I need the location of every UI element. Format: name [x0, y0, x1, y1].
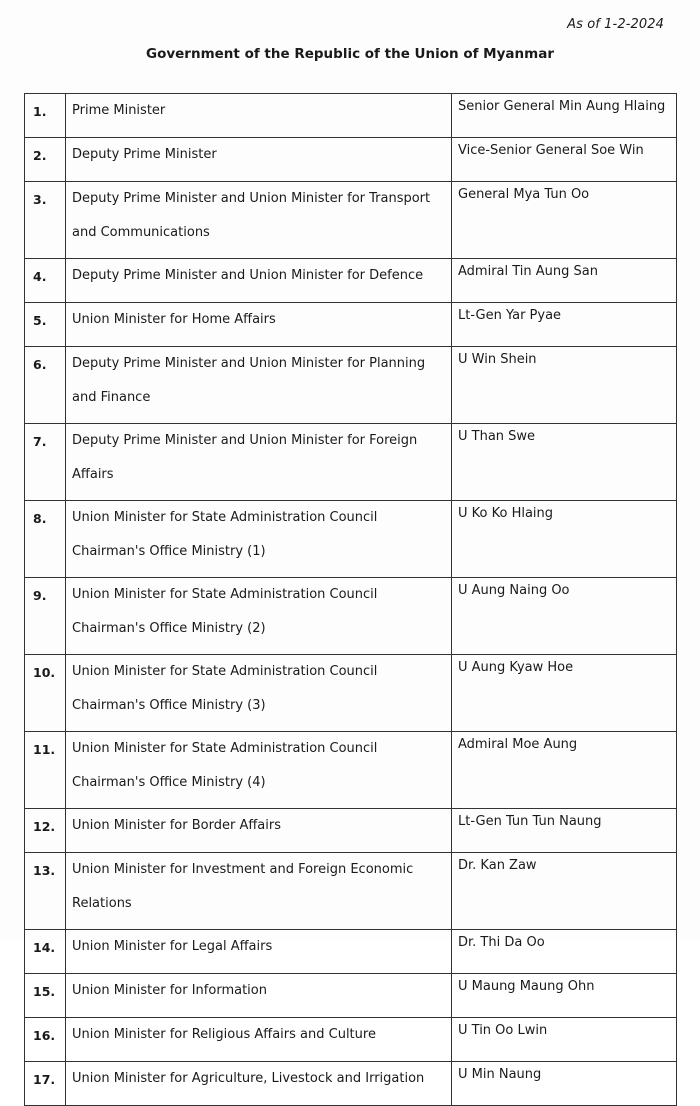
office-holder-name: Senior General Min Aung Hlaing — [452, 94, 677, 138]
office-holder-name: Vice-Senior General Soe Win — [452, 138, 677, 182]
office-holder-name: Dr. Thi Da Oo — [452, 930, 677, 974]
position-cell — [66, 303, 452, 347]
position-cell — [66, 182, 452, 259]
office-holder-name: U Than Swe — [452, 424, 677, 501]
cabinet-table-body — [25, 94, 677, 1106]
position-line: Union Minister for Investment and Foreign Economic — [72, 862, 414, 877]
document-title: Government of the Republic of the Union of Myanmar — [146, 46, 554, 62]
office-holder-name: General Mya Tun Oo — [452, 182, 677, 259]
row-number: 6. — [25, 347, 66, 424]
row-number: 4. — [25, 259, 66, 303]
position-line: Chairman's Office Ministry (4) — [72, 774, 266, 790]
cabinet-table — [24, 93, 677, 1106]
position-line: Union Minister for Legal Affairs — [72, 939, 273, 954]
table-row — [25, 424, 677, 501]
office-holder-name: Admiral Tin Aung San — [452, 259, 677, 303]
position-line: and Communications — [72, 224, 210, 240]
table-row — [25, 501, 677, 578]
position-line: Chairman's Office Ministry (1) — [72, 543, 266, 559]
position-line: Deputy Prime Minister and Union Minister for Transport — [72, 191, 431, 206]
position-line: Chairman's Office Ministry (2) — [72, 620, 266, 636]
position-line: Union Minister for Home Affairs — [72, 312, 276, 327]
position-cell — [66, 930, 452, 974]
position-cell — [66, 347, 452, 424]
table-row — [25, 259, 677, 303]
office-holder-name: U Tin Oo Lwin — [452, 1018, 677, 1062]
row-number: 11. — [25, 732, 66, 809]
position-line: Union Minister for State Administration Council — [72, 587, 378, 602]
table-row — [25, 578, 677, 655]
table-row — [25, 182, 677, 259]
position-line: Relations — [72, 895, 132, 911]
position-cell — [66, 501, 452, 578]
row-number: 10. — [25, 655, 66, 732]
position-line: Prime Minister — [72, 103, 166, 118]
position-cell — [66, 1062, 452, 1106]
row-number: 1. — [25, 94, 66, 138]
row-number: 12. — [25, 809, 66, 853]
position-line: Union Minister for Border Affairs — [72, 818, 281, 833]
table-row — [25, 94, 677, 138]
table-row — [25, 138, 677, 182]
table-row — [25, 1018, 677, 1062]
row-number: 13. — [25, 853, 66, 930]
row-number: 16. — [25, 1018, 66, 1062]
position-line: Deputy Prime Minister and Union Minister for Defence — [72, 268, 424, 283]
table-row — [25, 1062, 677, 1106]
office-holder-name: Admiral Moe Aung — [452, 732, 677, 809]
office-holder-name: Lt-Gen Tun Tun Naung — [452, 809, 677, 853]
row-number: 15. — [25, 974, 66, 1018]
row-number: 3. — [25, 182, 66, 259]
position-line: Union Minister for Information — [72, 983, 267, 998]
row-number: 9. — [25, 578, 66, 655]
office-holder-name: U Win Shein — [452, 347, 677, 424]
table-row — [25, 930, 677, 974]
position-line: Deputy Prime Minister and Union Minister for Foreign — [72, 433, 418, 448]
office-holder-name: Lt-Gen Yar Pyae — [452, 303, 677, 347]
position-cell — [66, 732, 452, 809]
position-cell — [66, 655, 452, 732]
row-number: 7. — [25, 424, 66, 501]
position-line: Union Minister for Religious Affairs and Culture — [72, 1027, 376, 1042]
table-row — [25, 347, 677, 424]
position-cell — [66, 578, 452, 655]
position-cell — [66, 853, 452, 930]
row-number: 14. — [25, 930, 66, 974]
position-line: Affairs — [72, 466, 114, 482]
office-holder-name: U Aung Kyaw Hoe — [452, 655, 677, 732]
row-number: 5. — [25, 303, 66, 347]
position-cell — [66, 138, 452, 182]
position-line: Deputy Prime Minister — [72, 147, 217, 162]
row-number: 8. — [25, 501, 66, 578]
table-row — [25, 853, 677, 930]
position-line: Union Minister for State Administration Council — [72, 664, 378, 679]
position-cell — [66, 809, 452, 853]
position-cell — [66, 259, 452, 303]
position-cell — [66, 974, 452, 1018]
table-row — [25, 809, 677, 853]
as-of-date: As of 1-2-2024 — [567, 17, 664, 32]
position-line: Union Minister for State Administration Council — [72, 741, 378, 756]
position-cell — [66, 94, 452, 138]
office-holder-name: U Maung Maung Ohn — [452, 974, 677, 1018]
position-cell — [66, 424, 452, 501]
row-number: 17. — [25, 1062, 66, 1106]
position-line: Deputy Prime Minister and Union Minister for Planning — [72, 356, 426, 371]
office-holder-name: U Min Naung — [452, 1062, 677, 1106]
office-holder-name: U Aung Naing Oo — [452, 578, 677, 655]
table-row — [25, 974, 677, 1018]
position-line: Chairman's Office Ministry (3) — [72, 697, 266, 713]
table-row — [25, 303, 677, 347]
office-holder-name: Dr. Kan Zaw — [452, 853, 677, 930]
position-cell — [66, 1018, 452, 1062]
row-number: 2. — [25, 138, 66, 182]
position-line: Union Minister for State Administration Council — [72, 510, 378, 525]
position-line: and Finance — [72, 389, 151, 405]
table-row — [25, 655, 677, 732]
position-line: Union Minister for Agriculture, Livestock and Irrigation — [72, 1071, 425, 1086]
office-holder-name: U Ko Ko Hlaing — [452, 501, 677, 578]
table-row — [25, 732, 677, 809]
